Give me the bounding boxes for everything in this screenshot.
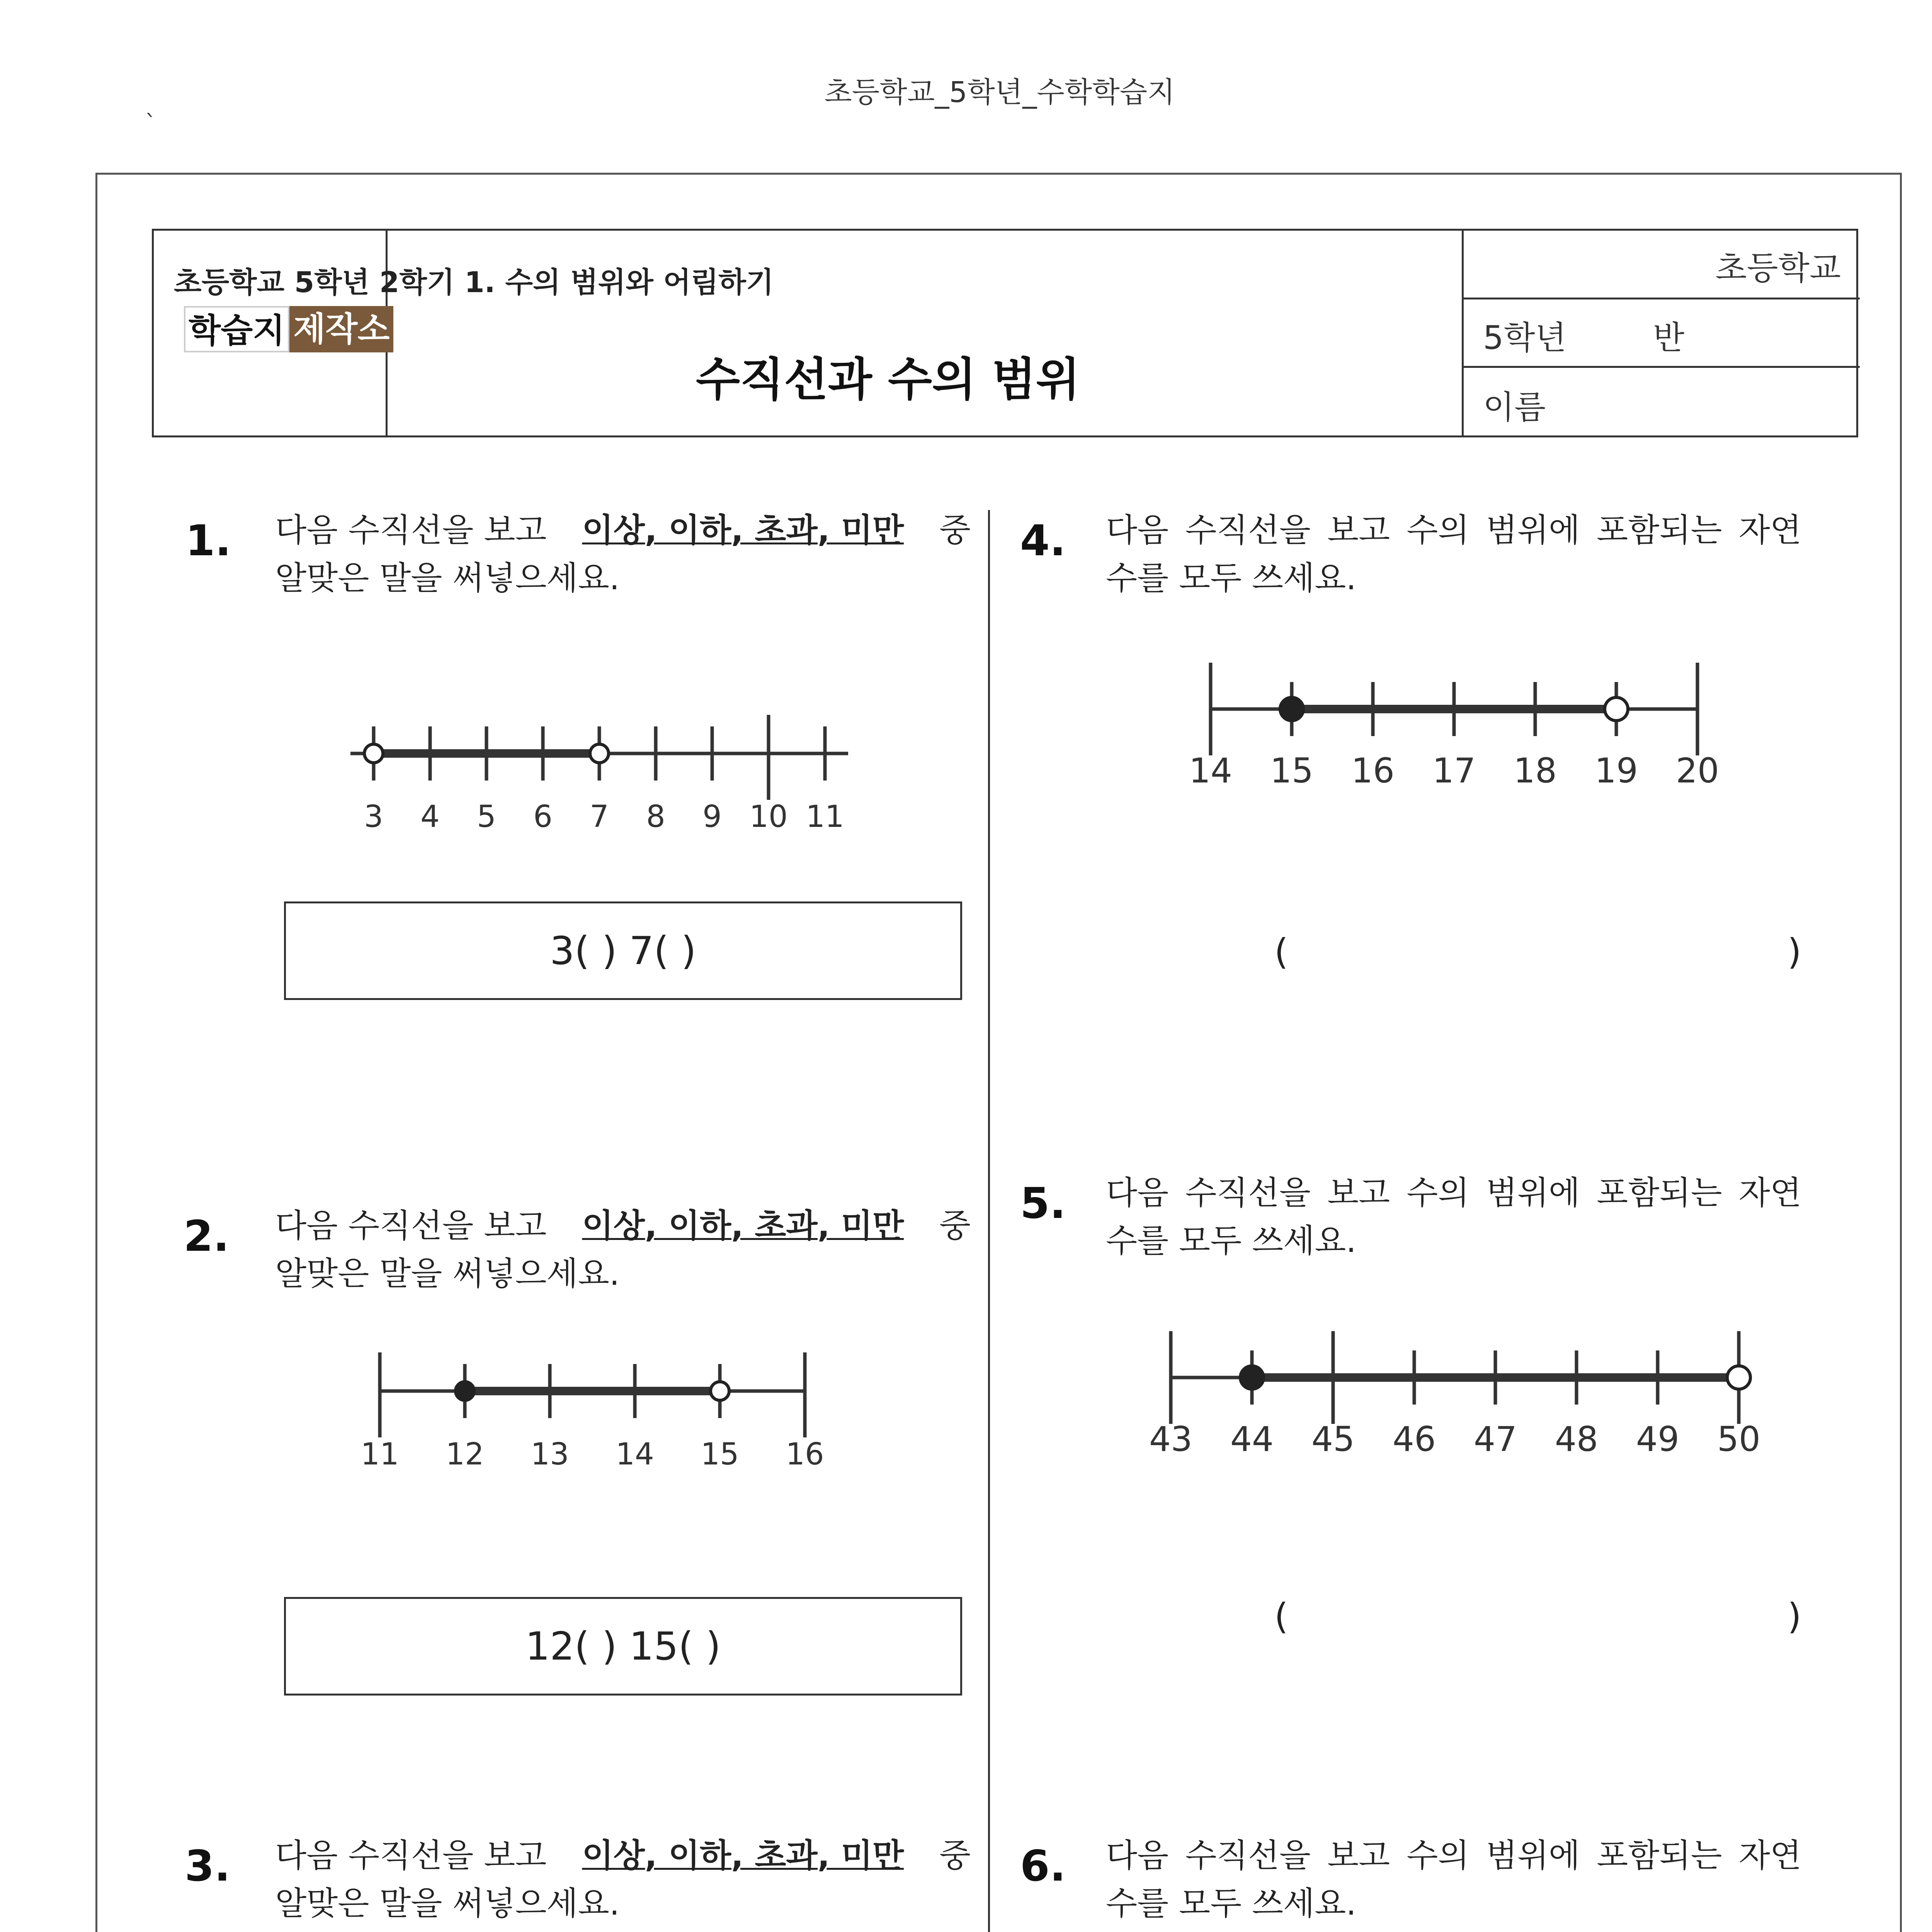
unit-subtitle: 초등학교 5학년 2학기 1. 수의 범위와 어림하기 xyxy=(174,266,774,299)
question-1-number-line xyxy=(332,715,912,838)
filled-endpoint xyxy=(1240,1366,1264,1389)
tick-label: 10 xyxy=(749,799,788,834)
filled-endpoint xyxy=(1280,697,1303,721)
tick-label: 13 xyxy=(531,1437,569,1472)
tick-label: 16 xyxy=(786,1437,824,1472)
tick-label: 12 xyxy=(446,1437,484,1472)
open-endpoint xyxy=(1727,1366,1750,1389)
question-1-number: 1. xyxy=(185,516,231,565)
school-label: 초등학교 xyxy=(1715,249,1841,287)
question-6-number: 6. xyxy=(1020,1841,1066,1891)
question-5-answer-close: ) xyxy=(1787,1596,1801,1637)
open-endpoint xyxy=(364,744,383,763)
logo xyxy=(184,306,393,352)
tick-label: 15 xyxy=(701,1437,739,1472)
tick-label: 17 xyxy=(1432,751,1476,791)
logo-text-left: 학습지 xyxy=(184,306,289,352)
question-3-number: 3. xyxy=(185,1841,231,1891)
tick-label: 9 xyxy=(702,799,722,834)
tick-label: 49 xyxy=(1636,1419,1679,1459)
open-endpoint xyxy=(711,1382,729,1400)
tick-label: 14 xyxy=(616,1437,654,1472)
grade-label: 5학년 xyxy=(1483,319,1566,357)
tick-label: 45 xyxy=(1311,1419,1355,1459)
question-1-text: 다음 수직선을 보고 이상, 이하, 초과, 미만 중 알맞은 말을 써넣으세요. xyxy=(275,511,971,597)
tick-label: 18 xyxy=(1514,751,1557,791)
tick-label: 11 xyxy=(806,799,844,834)
tick-label: 14 xyxy=(1189,751,1232,791)
stray-mark: ` xyxy=(145,110,156,137)
tick-label: 15 xyxy=(1270,751,1313,791)
tick-label: 7 xyxy=(590,799,609,834)
question-2-number: 2. xyxy=(184,1211,230,1261)
question-5-number: 5. xyxy=(1020,1179,1066,1228)
tick-label: 48 xyxy=(1555,1419,1598,1459)
question-2-number-line xyxy=(332,1352,912,1476)
question-5-answer-open: ( xyxy=(1274,1596,1288,1637)
tick-label: 19 xyxy=(1595,751,1638,791)
question-1-answer-box[interactable]: 3( ) 7( ) xyxy=(284,901,962,1000)
question-2-text: 다음 수직선을 보고 이상, 이하, 초과, 미만 중 알맞은 말을 써넣으세요. xyxy=(275,1207,971,1293)
tick-label: 47 xyxy=(1474,1419,1517,1459)
question-4-answer-open: ( xyxy=(1274,931,1288,973)
tick-label: 6 xyxy=(533,799,553,834)
tick-label: 5 xyxy=(477,799,496,834)
column-divider xyxy=(988,510,990,1932)
question-4-number-line xyxy=(1159,638,1777,804)
worksheet-title: 수직선과 수의 범위 xyxy=(696,353,1080,406)
question-6-text: 다음 수직선을 보고 수의 범위에 포함되는 자연 수를 모두 쓰세요. xyxy=(1106,1837,1801,1922)
tick-label: 50 xyxy=(1717,1419,1760,1459)
question-3-text: 다음 수직선을 보고 이상, 이하, 초과, 미만 중 알맞은 말을 써넣으세요. xyxy=(275,1837,971,1922)
title-block xyxy=(152,229,1858,437)
name-label: 이름 xyxy=(1483,388,1546,426)
open-endpoint xyxy=(1605,697,1628,721)
tick-label: 43 xyxy=(1149,1419,1192,1459)
question-4-number: 4. xyxy=(1020,516,1066,565)
page-header-title: 초등학교_5학년_수학학습지 xyxy=(824,76,1175,109)
filled-endpoint xyxy=(456,1382,474,1400)
tick-label: 4 xyxy=(420,799,440,834)
tick-label: 16 xyxy=(1351,751,1395,791)
tick-label: 11 xyxy=(361,1437,399,1472)
tick-label: 3 xyxy=(364,799,383,834)
tick-label: 20 xyxy=(1676,751,1719,791)
tick-label: 44 xyxy=(1230,1419,1274,1459)
open-endpoint xyxy=(590,744,609,763)
class-label: 반 xyxy=(1653,319,1685,357)
question-2-answer-box[interactable]: 12( ) 15( ) xyxy=(284,1597,962,1696)
tick-label: 8 xyxy=(646,799,665,834)
question-5-text: 다음 수직선을 보고 수의 범위에 포함되는 자연 수를 모두 쓰세요. xyxy=(1106,1174,1801,1260)
logo-text-right: 제작소 xyxy=(289,306,393,352)
question-5-number-line xyxy=(1121,1306,1816,1472)
tick-label: 46 xyxy=(1393,1419,1436,1459)
question-4-answer-close: ) xyxy=(1787,931,1801,973)
question-4-text: 다음 수직선을 보고 수의 범위에 포함되는 자연 수를 모두 쓰세요. xyxy=(1106,511,1801,597)
